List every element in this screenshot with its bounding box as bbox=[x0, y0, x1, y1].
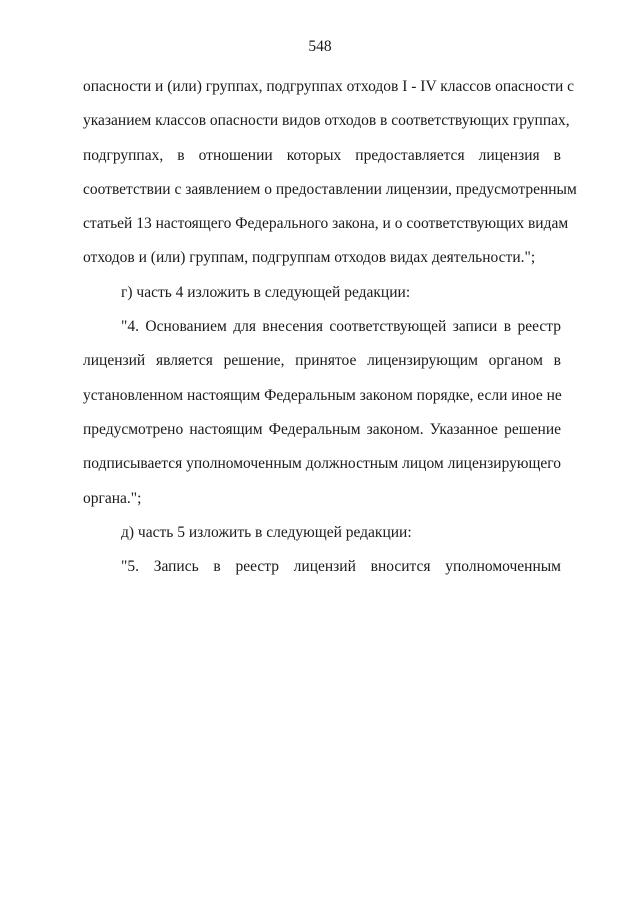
text-line: установленном настоящим Федеральным законом порядке, если иное не bbox=[83, 386, 562, 404]
text-line: опасности и (или) группах, подгруппах отходов I - IV классов опасности с bbox=[83, 78, 575, 95]
text-line: подгруппах, в отношении которых предоставляется лицензия в bbox=[83, 146, 561, 164]
text-line: указанием классов опасности видов отходов в соответствующих группах, bbox=[83, 112, 570, 130]
text-line: органа."; bbox=[83, 489, 142, 507]
text-line: подписывается уполномоченным должностным лицом лицензирующего bbox=[83, 455, 561, 473]
text-line: "5. Запись в реестр лицензий вносится уполномоченным bbox=[121, 558, 561, 576]
text-line: "4. Основанием для внесения соответствующей записи в реестр bbox=[121, 318, 561, 336]
page-number: 548 bbox=[308, 38, 332, 55]
text-line: предусмотрено настоящим Федеральным законом. Указанное решение bbox=[83, 420, 561, 438]
text-line: г) часть 4 изложить в следующей редакции: bbox=[121, 283, 411, 301]
text-line: отходов и (или) группам, подгруппам отходов видах деятельности."; bbox=[83, 249, 536, 267]
cut-off-text-line bbox=[108, 593, 500, 599]
document-body bbox=[83, 70, 577, 584]
text-line: соответствии с заявлением о предоставлении лицензии, предусмотренным bbox=[83, 180, 577, 198]
text-line: д) часть 5 изложить в следующей редакции: bbox=[121, 523, 412, 541]
text-line: статьей 13 настоящего Федерального закона, и о соответствующих видам bbox=[83, 215, 569, 233]
text-line: лицензий является решение, принятое лицензирующим органом в bbox=[83, 352, 561, 370]
